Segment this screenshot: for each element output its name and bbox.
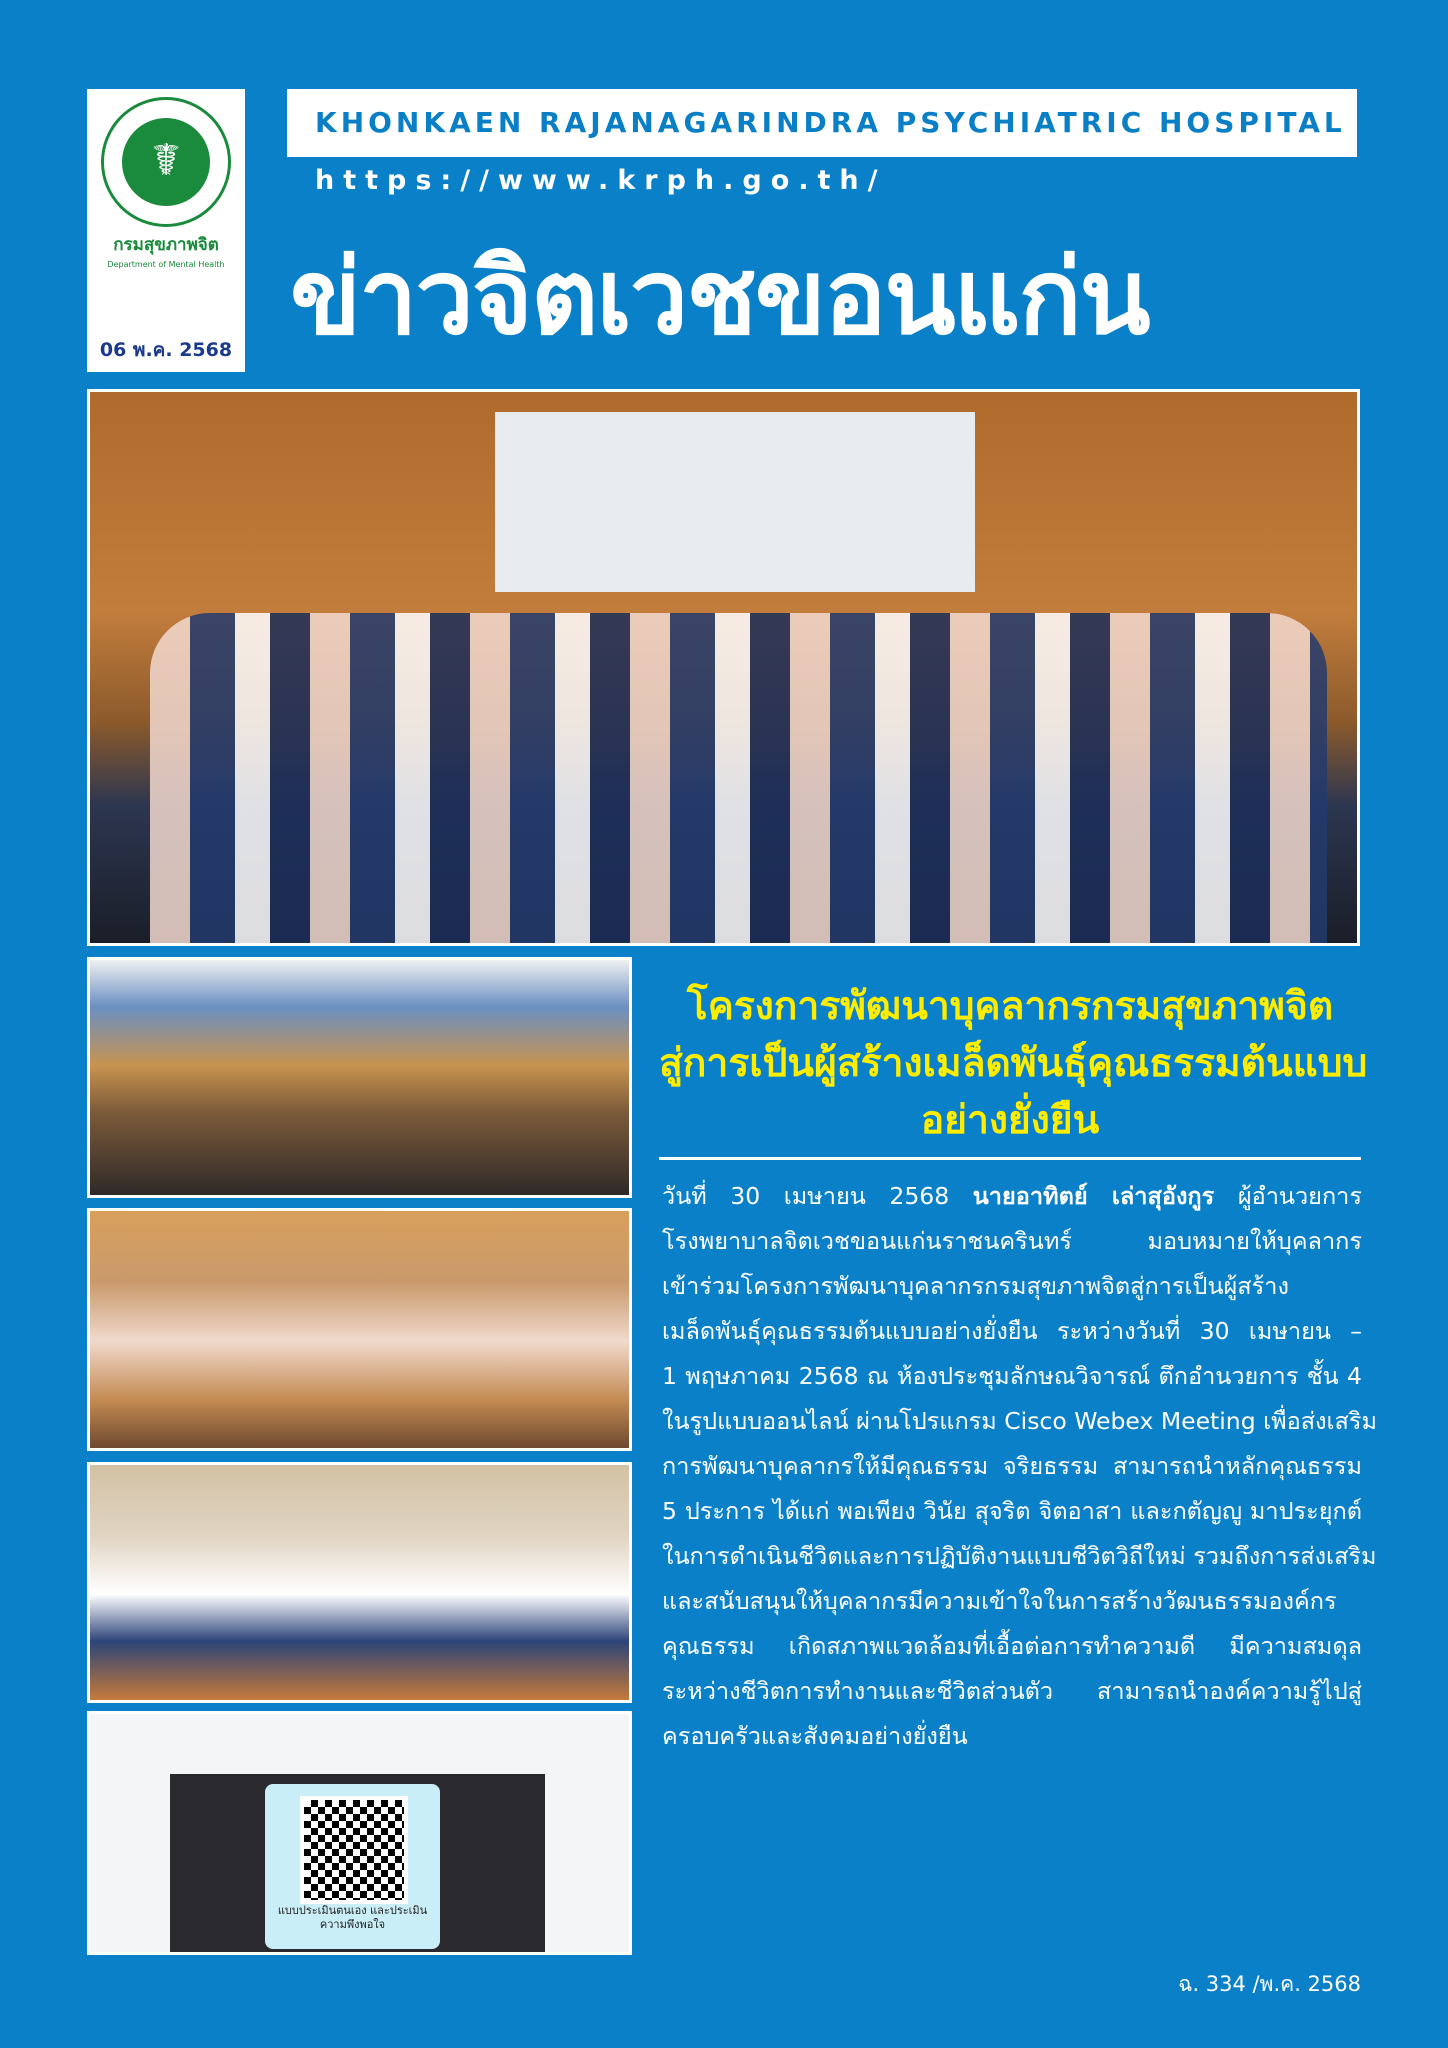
issue-date: 06 พ.ค. 2568	[99, 339, 233, 361]
participants-photo-2	[87, 1462, 632, 1703]
body-line: เมล็ดพันธุ์คุณธรรมต้นแบบอย่างยั่งยืน ระหว่างวันที่ 30 เมษายน –	[662, 1317, 1362, 1345]
document-code: ฉ. 334 /พ.ค. 2568	[1178, 1972, 1361, 1996]
headline-line: โครงการพัฒนาบุคลากรกรมสุขภาพจิต	[686, 984, 1334, 1029]
body-line: การพัฒนาบุคลากรให้มีคุณธรรม จริยธรรม สามารถนำหลักคุณธรรม	[662, 1452, 1362, 1480]
website-url[interactable]: https://www.krph.go.th/	[315, 165, 887, 196]
lead-date: วันที่ 30 เมษายน 2568	[662, 1182, 973, 1210]
qr-slide	[265, 1784, 440, 1949]
body-line: ครอบครัวและสังคมอย่างยั่งยืน	[662, 1722, 968, 1750]
qr-caption: แบบประเมินตนเอง และประเมินความพึงพอใจ	[277, 1904, 428, 1931]
ministry-seal-logo	[101, 97, 231, 227]
department-name-th: กรมสุขภาพจิต	[113, 235, 219, 255]
body-line: ในการดำเนินชีวิตและการปฏิบัติงานแบบชีวิตวิถีใหม่ รวมถึงการส่งเสริม	[662, 1542, 1377, 1570]
body-line: 5 ประการ ได้แก่ พอเพียง วินัย สุจริต จิตอาสา และกตัญญู มาประยุกต์	[662, 1497, 1362, 1525]
headline-line: สู่การเป็นผู้สร้างเมล็ดพันธุ์คุณธรรมต้นแบบ	[659, 1041, 1368, 1086]
body-line: ระหว่างชีวิตการทำงานและชีวิตส่วนตัว สามารถนำองค์ความรู้ไปสู่	[662, 1677, 1362, 1705]
projection-screen	[495, 412, 975, 592]
body-line: และสนับสนุนให้บุคลากรมีความเข้าใจในการสร้างวัฒนธรรมองค์กร	[662, 1587, 1337, 1615]
group-photo	[87, 389, 1360, 946]
webex-screenshot-photo	[87, 1711, 632, 1955]
hospital-name: KHONKAEN RAJANAGARINDRA PSYCHIATRIC HOSPITAL	[315, 106, 1346, 139]
body-line: ในรูปแบบออนไลน์ ผ่านโปรแกรม Cisco Webex Meeting เพื่อส่งเสริม	[662, 1407, 1378, 1435]
article-column	[659, 978, 1378, 1759]
participants-photo-1	[87, 1208, 632, 1451]
logo-panel	[87, 89, 245, 372]
body-line: 1 พฤษภาคม 2568 ณ ห้องประชุมลักษณวิจารณ์ ตึกอำนวยการ ชั้น 4	[662, 1362, 1362, 1390]
group-of-participants	[150, 613, 1327, 943]
department-name-en: Department of Mental Health	[107, 260, 225, 269]
director-name: นายอาทิตย์ เล่าสุอังกูร	[972, 1182, 1215, 1210]
article-headline	[659, 978, 1368, 1149]
caduceus-icon: ☤	[151, 135, 181, 186]
masthead-title: ข่าวจิตเวชขอนแก่น	[290, 236, 1149, 358]
director-title: ผู้อำนวยการ	[1214, 1182, 1362, 1210]
body-line: คุณธรรม เกิดสภาพแวดล้อมที่เอื้อต่อการทำความดี มีความสมดุล	[662, 1632, 1362, 1660]
hospital-name-bar	[287, 89, 1357, 157]
headline-line: อย่างยั่งยืน	[920, 1098, 1100, 1143]
body-line: เข้าร่วมโครงการพัฒนาบุคลากรกรมสุขภาพจิตสู่การเป็นผู้สร้าง	[662, 1272, 1289, 1300]
body-line: โรงพยาบาลจิตเวชขอนแก่นราชนครินทร์ มอบหมายให้บุคลากร	[662, 1227, 1362, 1255]
article-body	[662, 1174, 1378, 1759]
meeting-room-photo	[87, 957, 632, 1198]
body-line	[662, 1174, 1362, 1219]
qr-code-icon	[300, 1796, 408, 1904]
divider	[659, 1157, 1361, 1160]
